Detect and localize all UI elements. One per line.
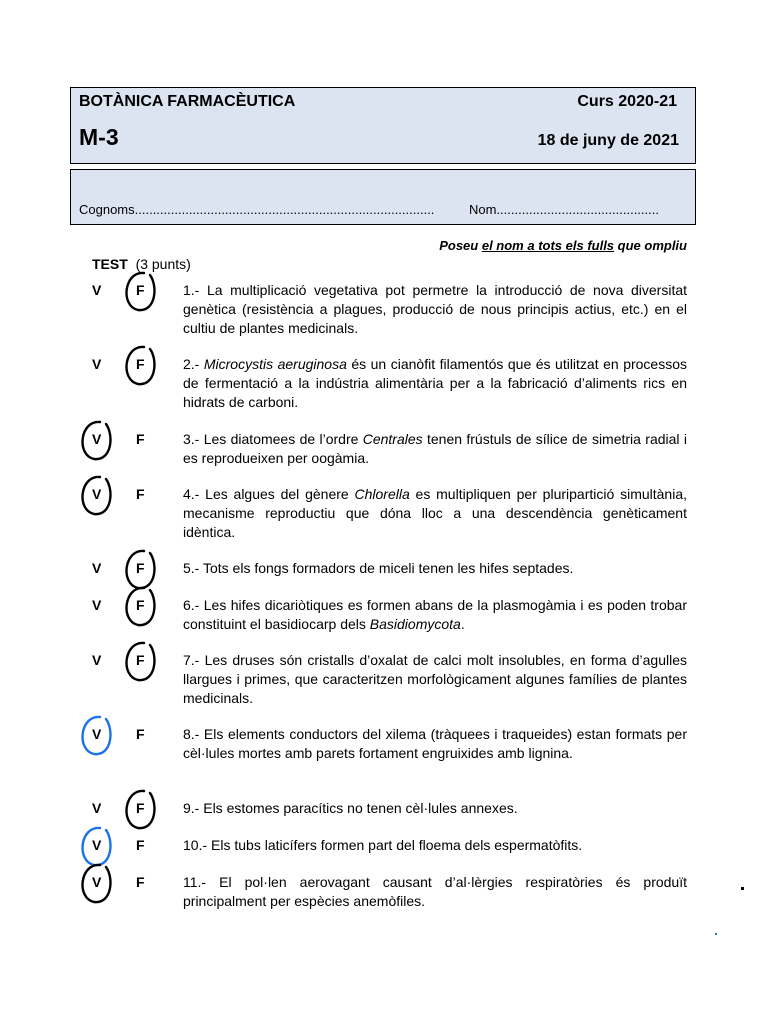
answer-circle-mark — [83, 828, 111, 865]
answer-circle-mark — [127, 551, 155, 588]
module-label: M-3 — [79, 124, 119, 150]
test-title: TEST (3 punts) — [92, 256, 191, 272]
question-number: 7.- — [183, 652, 200, 668]
option-true[interactable]: V — [92, 652, 102, 668]
question-number: 8.- — [183, 726, 200, 742]
question-text: Les algues del gènere — [205, 486, 355, 502]
question-text: La multiplicació vegetativa pot permetre la introducció de nova diversitat genètica (resistència a plagues, producció de nous principis actius, etc.) en el cultiu de plantes medicinals. — [183, 282, 688, 336]
question-text: tenen frústuls de sílice de simetria radial i es reprodueixen per oogàmia. — [183, 431, 687, 466]
question-text: Tots els fongs formadors de miceli tenen les hifes septades. — [202, 560, 574, 576]
cognoms-field[interactable]: Cognoms................................................................................... — [79, 202, 435, 217]
option-true[interactable]: V — [92, 486, 102, 502]
question-text: Les diatomees de l’ordre — [203, 431, 363, 447]
option-false[interactable]: F — [136, 431, 145, 447]
option-true[interactable]: V — [92, 431, 102, 447]
option-false[interactable]: F — [136, 560, 145, 576]
question-number: 2.- — [183, 356, 200, 372]
question-italic-term: Chlorella — [354, 486, 410, 502]
question-text: . — [460, 616, 465, 632]
ink-dot — [741, 887, 744, 890]
exam-date: 18 de juny de 2021 — [537, 132, 679, 149]
option-false[interactable]: F — [136, 486, 145, 502]
question-number: 4.- — [183, 486, 200, 502]
question-text: Els elements conductors del xilema (tràquees i traqueides) estan formats per cèl·lules mortes amb parets fortament engruixides amb lignina. — [183, 726, 687, 761]
ink-dot — [715, 933, 717, 935]
answer-circle-mark — [83, 865, 111, 902]
answer-circle-mark — [127, 791, 155, 828]
question-text: Els estomes paracítics no tenen cèl·lules annexes. — [203, 800, 518, 816]
answer-circle-mark — [83, 717, 111, 754]
option-true[interactable]: V — [92, 800, 102, 816]
question-text: El pol·len aerovagant causant d’al·lèrgies respiratòries és produït principalment per espècies anemòfiles. — [183, 874, 687, 909]
option-false[interactable]: F — [136, 800, 145, 816]
option-true[interactable]: V — [92, 874, 102, 890]
nom-field[interactable]: Nom............................................. — [469, 202, 659, 217]
question-number: 3.- — [183, 431, 200, 447]
question-text: Les druses són cristalls d’oxalat de calci molt insolubles, en forma d’agulles llargues i primes, que caracteritzen morfològicament algunes famílies de plantes medicinals. — [183, 652, 687, 706]
option-true[interactable]: V — [92, 597, 102, 613]
option-true[interactable]: V — [92, 560, 102, 576]
question-text: Les hifes dicariòtiques es formen abans de la plasmogàmia i es poden trobar constituint el basidiocarp dels — [183, 597, 687, 632]
answer-circle-mark — [127, 588, 155, 625]
option-false[interactable]: F — [136, 282, 145, 298]
question-italic-term: Microcystis aeruginosa — [203, 356, 347, 372]
option-false[interactable]: F — [136, 726, 145, 742]
option-true[interactable]: V — [92, 726, 102, 742]
question-number: 10.- — [183, 837, 208, 853]
answer-circle-mark — [127, 347, 155, 384]
question-italic-term: Centrales — [362, 431, 423, 447]
question-number: 6.- — [183, 597, 200, 613]
option-false[interactable]: F — [136, 874, 145, 890]
answer-circle-mark — [127, 273, 155, 310]
option-false[interactable]: F — [136, 652, 145, 668]
question-number: 5.- — [183, 560, 200, 576]
subject-title: BOTÀNICA FARMACÈUTICA — [79, 93, 296, 110]
instruction-text: Poseu el nom a tots els fulls que ompliu — [439, 238, 687, 253]
question-number: 1.- — [183, 282, 200, 298]
question-number: 9.- — [183, 800, 200, 816]
option-true[interactable]: V — [92, 837, 102, 853]
course-year: Curs 2020-21 — [577, 93, 677, 110]
question-text: Els tubs laticífers formen part del floema dels espermatòfits. — [211, 837, 583, 853]
option-true[interactable]: V — [92, 282, 102, 298]
option-false[interactable]: F — [136, 597, 145, 613]
question-text: és un cianòfit filamentós que és utilitzat en processos de fermentació a la indústria alimentària per a la fabricació d’aliments rics en hidrats de carboni. — [183, 356, 687, 410]
answer-circle-mark — [83, 477, 111, 514]
option-true[interactable]: V — [92, 356, 102, 372]
answer-circle-mark — [83, 422, 111, 459]
option-false[interactable]: F — [136, 356, 145, 372]
question-text: es multipliquen per pluripartició simultània, mecanisme reproductiu que dóna lloc a una descendència genèticament idèntica. — [183, 486, 687, 540]
answer-circle-mark — [127, 643, 155, 680]
question-number: 11.- — [183, 874, 207, 890]
option-false[interactable]: F — [136, 837, 145, 853]
question-italic-term: Basidiomycota — [369, 616, 461, 632]
